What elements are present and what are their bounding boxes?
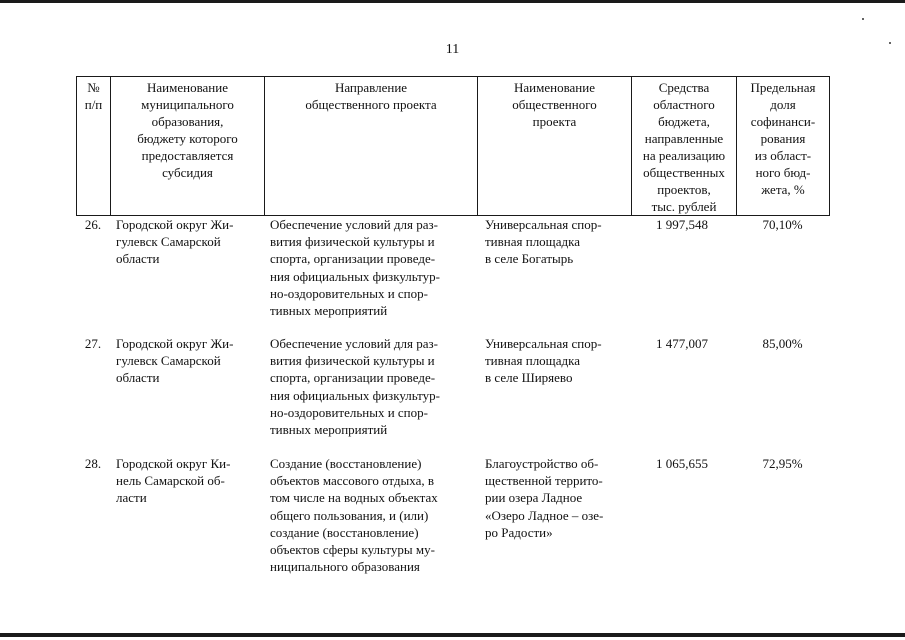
row-funds: 1 997,548 <box>656 217 708 232</box>
bottom-scan-border <box>0 633 905 637</box>
top-scan-border <box>0 0 905 3</box>
header-municipality: Наименование муниципального образования, бюджету которого предоставляется субсидия <box>111 77 265 216</box>
row-number: 27. <box>84 336 102 351</box>
header-cofinancing-share: Предельная доля софинанси- рования из област- ного бюд- жета, % <box>737 77 830 216</box>
row-municipality: Городской округ Ки- нель Самарской об- ласти <box>116 456 231 506</box>
row-funds: 1 065,655 <box>656 456 708 471</box>
row-funds: 1 477,007 <box>656 336 708 351</box>
header-number: № п/п <box>77 77 111 216</box>
header-funds: Средства областного бюджета, направленные на реализацию общественных проектов, тыс. рублей <box>632 77 737 216</box>
row-cofinancing-share: 85,00% <box>762 336 803 351</box>
row-project-name: Благоустройство об- щественной террито- рии озера Ладное «Озеро Ладное – озе- ро Радости» <box>485 456 604 540</box>
row-municipality: Городской округ Жи- гулевск Самарской области <box>116 336 234 386</box>
row-cofinancing-share: 72,95% <box>762 456 803 471</box>
row-direction: Создание (восстановление) объектов массового отдыха, в том числе на водных объектах общего пользования, и (или) создание (восстановление) объектов сферы культуры му- ниципального образования <box>270 456 438 575</box>
row-number: 28. <box>84 456 102 471</box>
row-municipality: Городской округ Жи- гулевск Самарской области <box>116 217 234 267</box>
row-project-name: Универсальная спор- тивная площадка в селе Ширяево <box>485 336 602 386</box>
scan-speck <box>862 18 864 20</box>
table-header <box>76 76 830 216</box>
row-project-name: Универсальная спор- тивная площадка в селе Богатырь <box>485 217 602 267</box>
page-number: 11 <box>445 42 460 57</box>
row-cofinancing-share: 70,10% <box>762 217 803 232</box>
header-direction: Направление общественного проекта <box>265 77 478 216</box>
row-direction: Обеспечение условий для раз- вития физической культуры и спорта, организации проведе- ния официальных физкультур- но-оздоровительных и спор- тивных мероприятий <box>270 336 441 438</box>
header-project-name: Наименование общественного проекта <box>478 77 632 216</box>
row-number: 26. <box>84 217 102 232</box>
row-direction: Обеспечение условий для раз- вития физической культуры и спорта, организации проведе- ния официальных физкультур- но-оздоровительных и спор- тивных мероприятий <box>270 217 441 319</box>
